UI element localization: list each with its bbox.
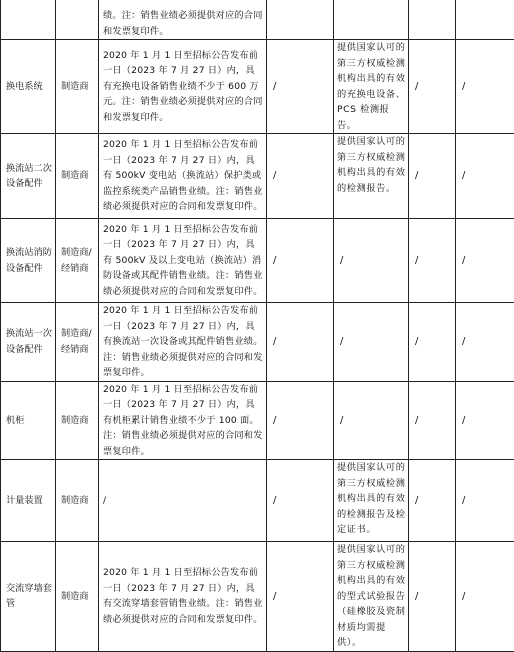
certification-requirement-cell: / xyxy=(334,381,409,460)
performance-requirement-cell: 2020 年 1 月 1 日至招标公告发布前一日（2023 年 7 月 27 日）内，具有机柜累计销售业绩不少于 100 面。注：销售业绩必须提供对应的合同和发票复印件。 xyxy=(99,381,267,460)
table-row xyxy=(1,542,514,652)
column-7-cell: / xyxy=(456,460,514,542)
product-name-cell: 交流穿墙套管 xyxy=(1,542,56,652)
column-6-cell: / xyxy=(409,381,456,460)
product-name-cell: 计量装置 xyxy=(1,460,56,542)
certification-requirement-cell: / xyxy=(334,219,409,303)
certification-requirement-cell: 提供国家认可的第三方权威检测机构出具的有效的型式试验报告（硅橡胶及瓷制材质均需提供）。 xyxy=(334,542,409,652)
certification-requirement-cell xyxy=(334,0,409,40)
column-4-cell xyxy=(267,0,334,40)
table-row xyxy=(1,219,514,303)
performance-requirement-cell: 绩。注：销售业绩必须提供对应的合同和发票复印件。 xyxy=(99,0,267,40)
column-4-cell: / xyxy=(267,381,334,460)
supplier-type-cell: 制造商/经销商 xyxy=(56,303,99,382)
product-name-cell xyxy=(1,0,56,40)
certification-requirement-cell: 提供国家认可的第三方权威检测机构出具的有效的检测报告及检定证书。 xyxy=(334,460,409,542)
column-6-cell: / xyxy=(409,303,456,382)
performance-requirement-cell: 2020 年 1 月 1 日至招标公告发布前一日（2023 年 7 月 27 日）内，具有 500kV 变电站（换流站）保护类或监控系统类产品销售业绩。注：销售业绩必须提供对应的合同和发票复印件。 xyxy=(99,134,267,219)
column-7-cell: / xyxy=(456,303,514,382)
product-name-cell: 换流站二次设备配件 xyxy=(1,134,56,219)
product-name-cell: 机柜 xyxy=(1,381,56,460)
performance-requirement-cell: 2020 年 1 月 1 日至招标公告发布前一日（2023 年 7 月 27 日）内，具有充换电设备销售业绩不少于 600 万元。注：销售业绩必须提供对应的合同和发票复印件。 xyxy=(99,40,267,134)
column-4-cell: / xyxy=(267,219,334,303)
supplier-type-cell: 制造商 xyxy=(56,542,99,652)
table-row xyxy=(1,381,514,460)
certification-requirement-cell: 提供国家认可的第三方权威检测机构出具的有效的充换电设备、PCS 检测报告。 xyxy=(334,40,409,134)
column-6-cell: / xyxy=(409,40,456,134)
product-name-cell: 换流站一次设备配件 xyxy=(1,303,56,382)
supplier-type-cell: 制造商 xyxy=(56,381,99,460)
performance-requirement-cell: 2020 年 1 月 1 日至招标公告发布前一日（2023 年 7 月 27 日）内，具有换流站一次设备或其配件销售业绩。注：销售业绩必须提供对应的合同和发票复印件。 xyxy=(99,303,267,382)
supplier-type-cell: 制造商 xyxy=(56,134,99,219)
certification-requirement-cell: / xyxy=(334,303,409,382)
certification-requirement-cell: 提供国家认可的第三方权威检测机构出具的有效的检测报告。 xyxy=(334,134,409,219)
table-row xyxy=(1,460,514,542)
table-row xyxy=(1,303,514,382)
column-7-cell: / xyxy=(456,219,514,303)
column-7-cell: / xyxy=(456,40,514,134)
column-7-cell: / xyxy=(456,381,514,460)
performance-requirement-cell: / xyxy=(99,460,267,542)
column-6-cell: / xyxy=(409,460,456,542)
column-4-cell: / xyxy=(267,303,334,382)
supplier-type-cell: 制造商/经销商 xyxy=(56,219,99,303)
column-4-cell: / xyxy=(267,134,334,219)
table-row xyxy=(1,134,514,219)
column-7-cell xyxy=(456,0,514,40)
table-row xyxy=(1,40,514,134)
column-4-cell: / xyxy=(267,40,334,134)
product-name-cell: 换电系统 xyxy=(1,40,56,134)
column-4-cell: / xyxy=(267,460,334,542)
column-6-cell: / xyxy=(409,219,456,303)
supplier-type-cell xyxy=(56,0,99,40)
column-7-cell: / xyxy=(456,134,514,219)
column-4-cell: / xyxy=(267,542,334,652)
column-6-cell xyxy=(409,0,456,40)
supplier-type-cell: 制造商 xyxy=(56,460,99,542)
product-name-cell: 换流站消防设备配件 xyxy=(1,219,56,303)
performance-requirement-cell: 2020 年 1 月 1 日至招标公告发布前一日（2023 年 7 月 27 日）内，具有 500kV 及以上变电站（换流站）消防设备或其配件销售业绩。注：销售业绩必须提供对应的合同和发票复印件。 xyxy=(99,219,267,303)
column-6-cell: / xyxy=(409,542,456,652)
table-row xyxy=(1,0,514,40)
column-6-cell: / xyxy=(409,134,456,219)
supplier-type-cell: 制造商 xyxy=(56,40,99,134)
column-7-cell: / xyxy=(456,542,514,652)
performance-requirement-cell: 2020 年 1 月 1 日至招标公告发布前一日（2023 年 7 月 27 日）内，具有交流穿墙套管销售业绩。注：销售业绩必须提供对应的合同和发票复印件。 xyxy=(99,542,267,652)
